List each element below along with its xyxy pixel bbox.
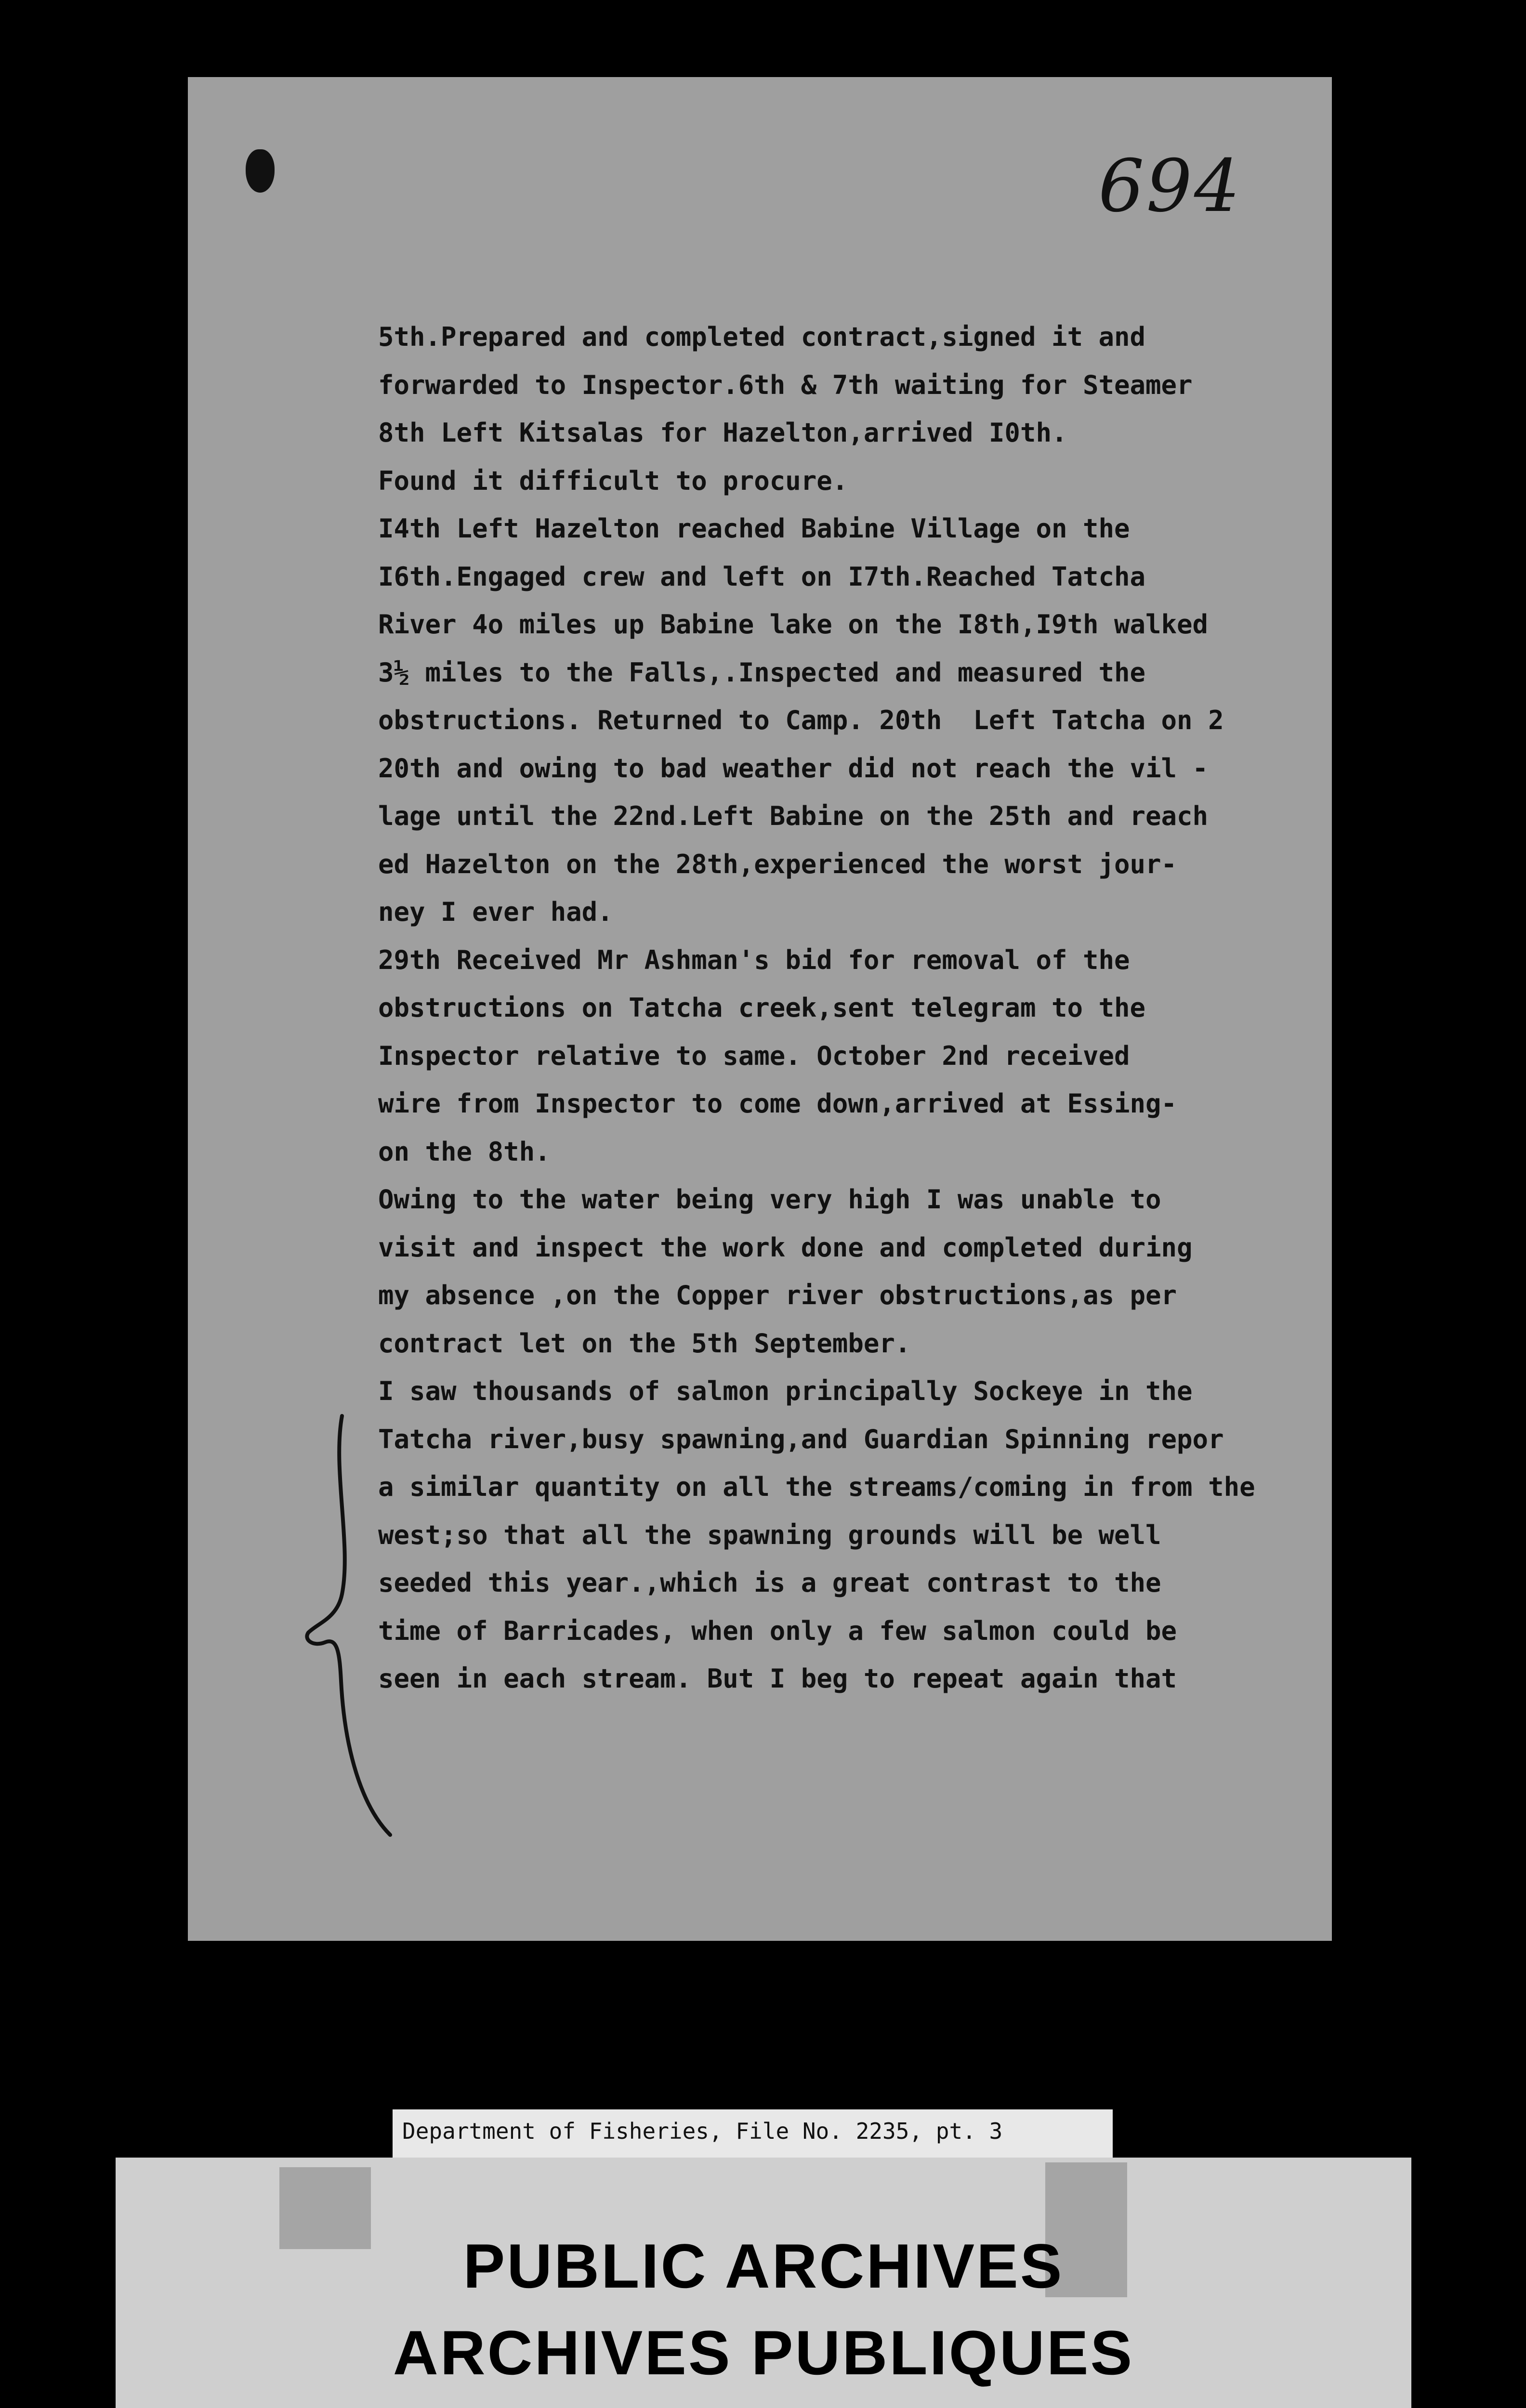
file-label-strip xyxy=(393,2109,1113,2162)
text-line: I4th Left Hazelton reached Babine Village on the xyxy=(378,513,1130,544)
text-line: Tatcha river,busy spawning,and Guardian Spinning repor xyxy=(378,1424,1224,1454)
archive-title-french: ARCHIVES PUBLIQUES xyxy=(393,2317,1134,2388)
text-line: 20th and owing to bad weather did not reach the vil - xyxy=(378,753,1209,784)
text-line: ed Hazelton on the 28th,experienced the worst jour- xyxy=(378,849,1177,879)
text-line: Found it difficult to procure. xyxy=(378,465,848,496)
text-line: 29th Received Mr Ashman's bid for removal of the xyxy=(378,944,1130,975)
text-line: ney I ever had. xyxy=(378,897,613,927)
file-label: Department of Fisheries, File No. 2235, pt. 3 xyxy=(402,2118,1003,2144)
text-line: I saw thousands of salmon principally Sockeye in the xyxy=(378,1376,1193,1406)
text-line: I6th.Engaged crew and left on I7th.Reached Tatcha xyxy=(378,561,1146,592)
text-line: wire from Inspector to come down,arrived at Essing- xyxy=(378,1088,1177,1119)
text-line: 5th.Prepared and completed contract,signed it and xyxy=(378,322,1146,352)
text-line: visit and inspect the work done and completed during xyxy=(378,1232,1193,1263)
handwritten-bracket-mark xyxy=(303,1411,400,1845)
text-line: seen in each stream. But I beg to repeat again that xyxy=(378,1663,1177,1694)
text-line: River 4o miles up Babine lake on the I8th,I9th walked xyxy=(378,609,1209,640)
text-line: obstructions on Tatcha creek,sent telegram to the xyxy=(378,993,1146,1023)
text-line: Inspector relative to same. October 2nd received xyxy=(378,1040,1130,1071)
text-line: Owing to the water being very high I was unable to xyxy=(378,1184,1161,1215)
archive-stamp xyxy=(116,2158,1411,2408)
text-line: on the 8th. xyxy=(378,1136,551,1167)
text-line: contract let on the 5th September. xyxy=(378,1328,911,1359)
text-line: seeded this year.,which is a great contrast to the xyxy=(378,1568,1161,1598)
typed-text-block xyxy=(378,313,1293,1703)
punch-hole-mark xyxy=(246,149,275,193)
text-line: forwarded to Inspector.6th & 7th waiting for Steamer xyxy=(378,369,1193,400)
archive-title-english: PUBLIC ARCHIVES xyxy=(463,2231,1064,2301)
text-line: 8th Left Kitsalas for Hazelton,arrived I0th. xyxy=(378,418,1067,448)
text-line: obstructions. Returned to Camp. 20th Left Tatcha on 2 xyxy=(378,705,1224,735)
text-line: my absence ,on the Copper river obstructions,as per xyxy=(378,1280,1177,1310)
text-line: 3½ miles to the Falls,.Inspected and measured the xyxy=(378,657,1146,688)
text-line: time of Barricades, when only a few salmon could be xyxy=(378,1615,1177,1646)
text-line: lage until the 22nd.Left Babine on the 25th and reach xyxy=(378,801,1209,831)
document-page xyxy=(188,77,1332,1941)
text-line: a similar quantity on all the streams/coming in from the xyxy=(378,1472,1255,1502)
text-line: west;so that all the spawning grounds will be well xyxy=(378,1519,1161,1550)
page-number: 694 xyxy=(1098,144,1242,228)
